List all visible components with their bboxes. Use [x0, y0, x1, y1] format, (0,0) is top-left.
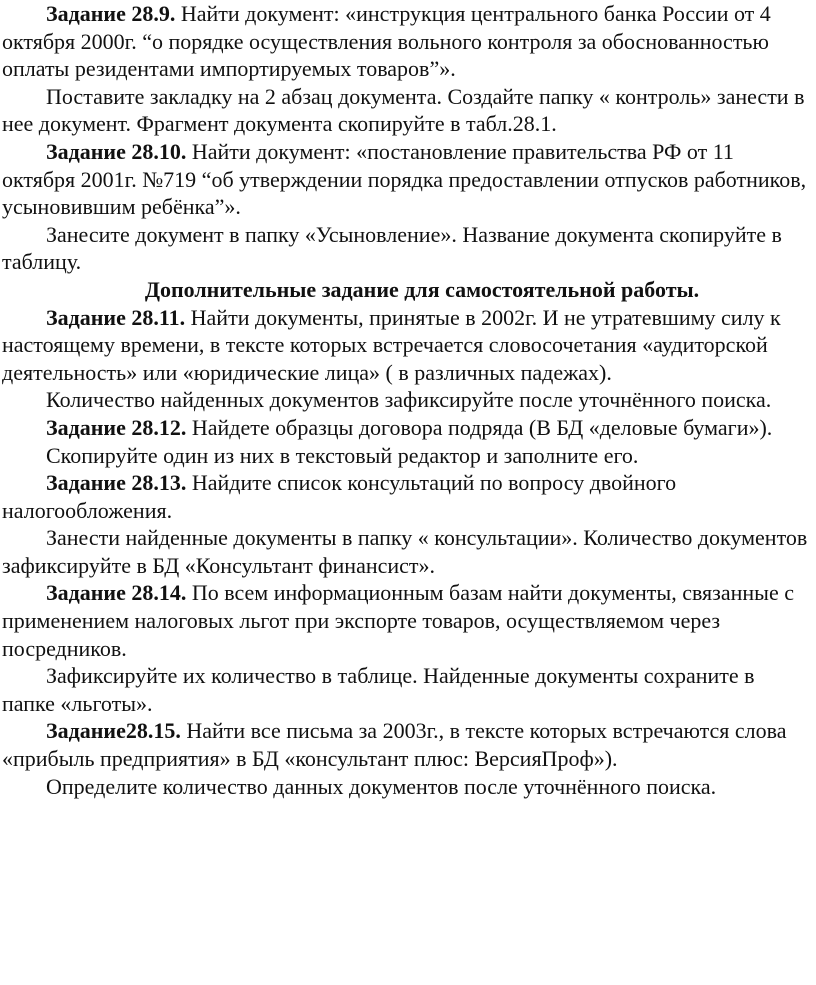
task-label: Задание 28.14. [46, 580, 187, 606]
task-label: Задание 28.13. [46, 470, 187, 496]
task-28-10-instructions: Занесите документ в папку «Усыновление». Название документа скопируйте в таблицу. [2, 221, 782, 275]
task-28-14-instructions: Зафиксируйте их количество в таблице. Найденные документы сохраните в папке «льготы». [2, 663, 755, 716]
task-text: Найти все письма за 2003г., в тексте которых встречаются слова «прибыль предприятия» в БД «консультант плюс: ВерсияПроф»). [2, 718, 787, 772]
task-text: По всем информационным базам найти документы, связанные с применением налоговых льгот при экспорте товаров, осуществляемом через посредников. [2, 580, 794, 661]
task-28-10 [2, 138, 812, 221]
task-28-13 [2, 469, 812, 524]
task-28-9 [2, 0, 812, 83]
task-28-15-instructions: Определите количество данных документов после уточнённого поиска. [46, 773, 717, 799]
task-28-9-instructions: Поставите закладку на 2 абзац документа. Создайте папку « контроль» занести в нее документ. Фрагмент документа скопируйте в табл.28.1. [2, 83, 805, 137]
section-heading: Дополнительные задание для самостоятельной работы. [144, 276, 700, 302]
task-text: Найти документы, принятые в 2002г. И не утратевшиму силу к настоящему времени, в тексте которых встречается словосочетания «аудиторской деятельность» или «юридические лица» ( в различных падежах). [2, 304, 781, 385]
task-label: Задание 28.10. [46, 138, 187, 164]
task-text: Найдете образцы договора подряда (В БД «деловые бумаги»). [186, 414, 773, 440]
task-28-14 [2, 579, 812, 662]
task-28-15 [2, 717, 812, 772]
task-28-11 [2, 304, 812, 387]
task-label: Задание 28.11. [46, 304, 186, 330]
task-label: Задание 28.12. [46, 414, 187, 440]
document-page [2, 0, 812, 800]
task-text: Найдите список консультаций по вопросу двойного налогообложения. [2, 470, 677, 523]
task-text: Найти документ: «инструкция центрального банка России от 4 октября 2000г. “о порядке осуществления вольного контроля за обоснованностью оплаты резидентами импортируемых товаров”». [2, 1, 771, 82]
task-28-11-instructions: Количество найденных документов зафиксируйте после уточнённого поиска. [46, 387, 772, 413]
task-label: Задание28.15. [46, 718, 181, 744]
task-label: Задание 28.9. [46, 1, 176, 26]
task-28-13-instructions: Занести найденные документы в папку « консультации». Количество документов зафиксируйте в БД «Консультант финансист». [2, 525, 808, 578]
task-28-12-instructions: Скопируйте один из них в текстовый редактор и заполните его. [46, 442, 639, 468]
task-28-12 [2, 414, 812, 442]
task-text: Найти документ: «постановление правительства РФ от 11 октября 2001г. №719 “об утверждении порядка предоставлении отпусков работников, усыновившим ребёнка”». [2, 138, 807, 220]
